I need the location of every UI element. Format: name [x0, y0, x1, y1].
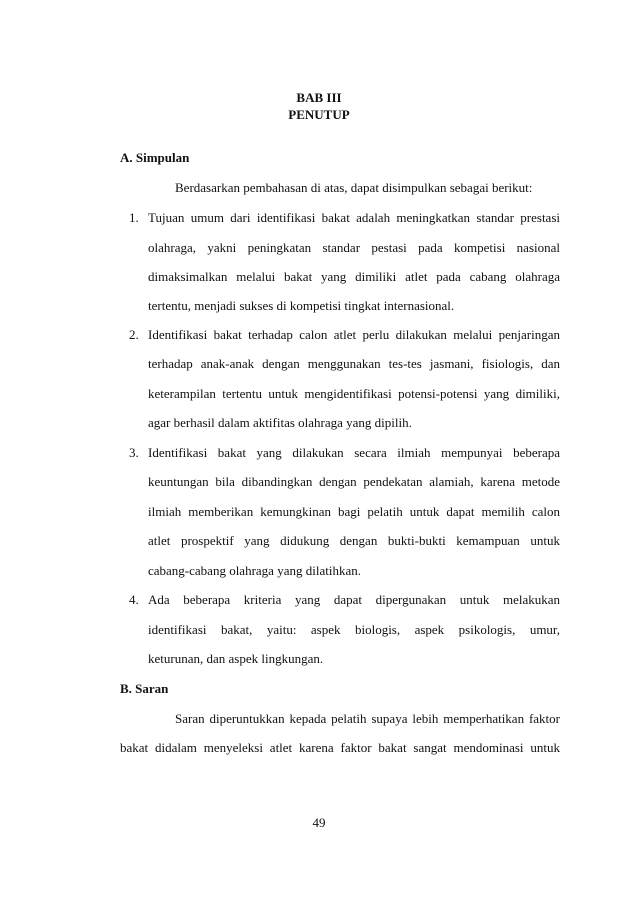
list-item-line: keturunan, dan aspek lingkungan.	[148, 651, 324, 666]
list-item-number: 1.	[129, 210, 139, 225]
list-item-line: tertentu, menjadi sukses di kompetisi tingkat internasional.	[148, 298, 455, 313]
list-item-line: terhadap anak-anak dengan menggunakan tes-tes jasmani, fisiologis, dan	[148, 356, 560, 371]
list-item-line: keuntungan bila dibandingkan dengan pendekatan alamiah, karena metode	[148, 474, 560, 489]
saran-line: bakat didalam menyeleksi atlet karena faktor bakat sangat mendominasi untuk	[120, 740, 560, 755]
list-item-line: Identifikasi bakat yang dilakukan secara ilmiah mempunyai beberapa	[148, 445, 560, 460]
list-item-line: agar berhasil dalam aktifitas olahraga yang dipilih.	[148, 415, 412, 430]
list-item-number: 4.	[129, 592, 139, 607]
simpulan-intro: Berdasarkan pembahasan di atas, dapat disimpulkan sebagai berikut:	[175, 180, 533, 195]
list-item-line: identifikasi bakat, yaitu: aspek biologis, aspek psikologis, umur,	[148, 622, 560, 637]
list-item-line: cabang-cabang olahraga yang dilatihkan.	[148, 563, 361, 578]
list-item-number: 3.	[129, 445, 139, 460]
page-number: 49	[312, 815, 326, 830]
section-heading-simpulan: A. Simpulan	[120, 150, 190, 165]
list-item-line: Identifikasi bakat terhadap calon atlet perlu dilakukan melalui penjaringan	[148, 327, 560, 342]
list-item-number: 2.	[129, 327, 139, 342]
section-heading-saran: B. Saran	[120, 681, 169, 696]
list-item-line: Ada beberapa kriteria yang dapat dipergunakan untuk melakukan	[148, 592, 560, 607]
chapter-title: PENUTUP	[288, 107, 350, 122]
list-item-line: olahraga, yakni peningkatan standar pestasi pada kompetisi nasional	[148, 240, 560, 255]
list-item-line: dimaksimalkan melalui bakat yang dimiliki atlet pada cabang olahraga	[148, 269, 560, 284]
list-item-line: keterampilan tertentu untuk mengidentifikasi potensi-potensi yang dimiliki,	[148, 386, 560, 401]
saran-line: Saran diperuntukkan kepada pelatih supaya lebih memperhatikan faktor	[175, 711, 560, 726]
list-item-line: ilmiah memberikan kemungkinan bagi pelatih untuk dapat memilih calon	[148, 504, 560, 519]
list-item-line: Tujuan umum dari identifikasi bakat adalah meningkatkan standar prestasi	[148, 210, 560, 225]
list-item-line: atlet prospektif yang didukung dengan bukti-bukti kemampuan untuk	[148, 533, 560, 548]
chapter-number: BAB III	[296, 90, 342, 105]
